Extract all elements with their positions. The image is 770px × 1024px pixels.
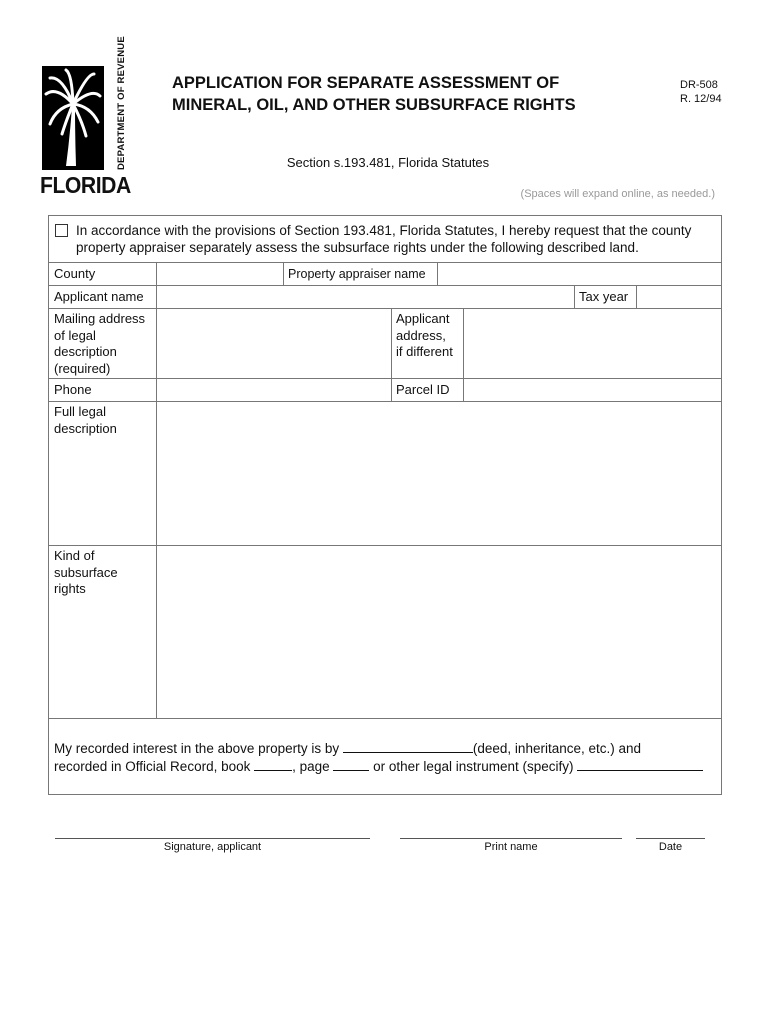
phone-field[interactable] bbox=[157, 379, 391, 401]
print-name-label: Print name bbox=[484, 841, 538, 853]
date-label: Date bbox=[658, 841, 683, 853]
print-name-line[interactable] bbox=[400, 838, 622, 839]
parcel-id-field[interactable] bbox=[464, 379, 720, 401]
applicant-name-label: Applicant name bbox=[54, 289, 144, 304]
county-field[interactable] bbox=[157, 263, 283, 285]
department-logo-text: DEPARTMENT OF REVENUE bbox=[116, 36, 127, 170]
recorded-interest-text: My recorded interest in the above property is by (deed, inheritance, etc.) and recorded in Official Record, book , page or other legal instrument (specify) bbox=[54, 740, 703, 776]
tax-year-label: Tax year bbox=[579, 289, 629, 304]
county-label: County bbox=[54, 266, 96, 281]
applicant-address-label: Applicant address, if different bbox=[396, 311, 453, 359]
intro-text: In accordance with the provisions of Section 193.481, Florida Statutes, I hereby request that the county property appraiser separately assess the subsurface rights under the following described land. bbox=[76, 223, 692, 255]
phone-label: Phone bbox=[54, 382, 92, 397]
tax-year-field[interactable] bbox=[637, 286, 720, 308]
statute-reference: Section s.193.481, Florida Statutes bbox=[286, 155, 490, 170]
applicant-address-field[interactable] bbox=[464, 309, 720, 378]
mailing-address-label: Mailing address of legal description (required) bbox=[54, 311, 146, 376]
property-appraiser-label: Property appraiser name bbox=[288, 267, 426, 281]
form-number: DR-508 R. 12/94 bbox=[680, 79, 722, 105]
book-field[interactable] bbox=[254, 758, 292, 771]
kind-of-rights-field[interactable] bbox=[157, 546, 720, 718]
florida-logo-text: FLORIDA bbox=[40, 172, 131, 198]
other-instrument-field[interactable] bbox=[577, 758, 703, 771]
property-appraiser-field[interactable] bbox=[438, 263, 720, 285]
request-checkbox[interactable] bbox=[55, 224, 68, 237]
date-line[interactable] bbox=[636, 838, 705, 839]
mailing-address-field[interactable] bbox=[157, 309, 391, 378]
expand-note: (Spaces will expand online, as needed.) bbox=[520, 188, 715, 200]
page-field[interactable] bbox=[333, 758, 369, 771]
form-title: APPLICATION FOR SEPARATE ASSESSMENT OF MINERAL, OIL, AND OTHER SUBSURFACE RIGHTS bbox=[172, 74, 576, 114]
signature-line[interactable] bbox=[55, 838, 370, 839]
applicant-name-field[interactable] bbox=[157, 286, 574, 308]
full-legal-description-field[interactable] bbox=[157, 402, 720, 545]
signature-label: Signature, applicant bbox=[163, 841, 262, 853]
parcel-id-label: Parcel ID bbox=[396, 382, 450, 397]
interest-type-field[interactable] bbox=[343, 740, 473, 753]
kind-of-rights-label: Kind of subsurface rights bbox=[54, 548, 118, 596]
full-legal-description-label: Full legal description bbox=[54, 404, 117, 436]
